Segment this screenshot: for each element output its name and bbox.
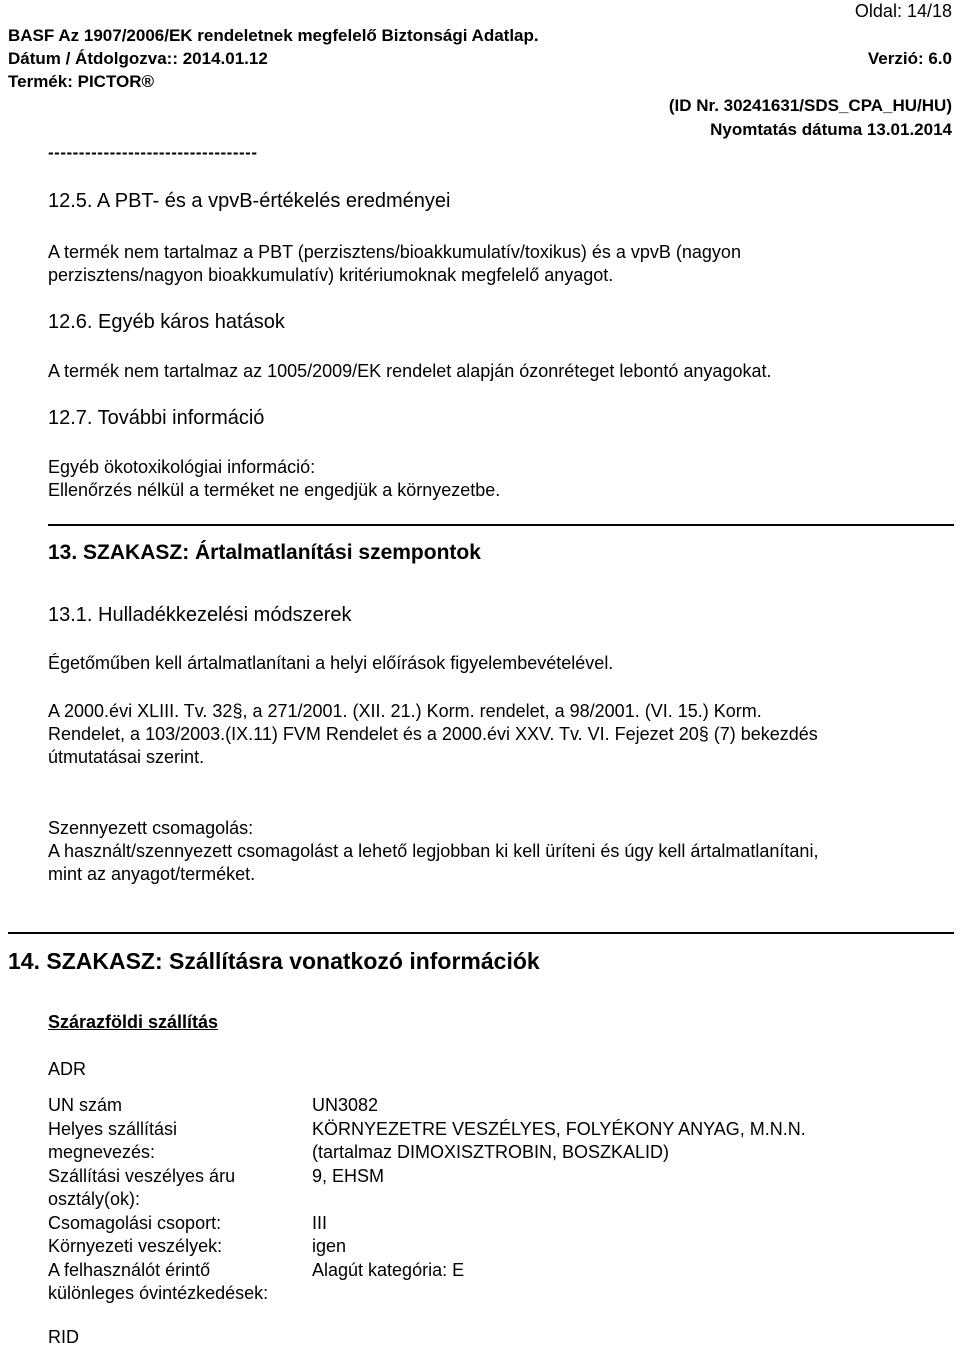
section-12-6-heading: 12.6. Egyéb káros hatások (48, 311, 285, 333)
transport-row-value: KÖRNYEZETRE VESZÉLYES, FOLYÉKONY ANYAG, M.N.N. (312, 1118, 806, 1139)
transport-row-value: igen (312, 1236, 347, 1256)
revision-date: Dátum / Átdolgozva:: 2014.01.12 (8, 49, 268, 68)
transport-row-label: osztály(ok): (48, 1189, 141, 1209)
product-name: Termék: PICTOR® (8, 72, 155, 91)
transport-row-label: Szállítási veszélyes áru (48, 1165, 236, 1186)
contaminated-packaging-label: Szennyezett csomagolás: (48, 818, 254, 838)
transport-row-label: Környezeti veszélyek: (48, 1236, 223, 1256)
disposal-text: Égetőműben kell ártalmatlanítani a helyi előírások figyelembevételével. (48, 653, 614, 673)
section-12-5-text-line: perzisztens/nagyon bioakkumulatív) kritériumoknak megfelelő anyagot. (48, 265, 614, 285)
transport-row-label: megnevezés: (48, 1142, 156, 1162)
section-13-heading: 13. SZAKASZ: Ártalmatlanítási szempontok (48, 541, 481, 564)
print-date: Nyomtatás dátuma 13.01.2014 (710, 120, 952, 139)
transport-row-value: (tartalmaz DIMOXISZTROBIN, BOSZKALID) (312, 1142, 670, 1162)
transport-row-label: Csomagolási csoport: (48, 1212, 222, 1233)
contaminated-packaging-text: A használt/szennyezett csomagolást a lehető legjobban ki kell üríteni és úgy kell ártalmatlanítani, (48, 841, 819, 861)
contaminated-packaging-text: mint az anyagot/terméket. (48, 864, 256, 884)
version: Verzió: 6.0 (867, 49, 952, 68)
header-separator: ---------------------------------- (48, 143, 258, 162)
section-12-7-text: Ellenőrzés nélkül a terméket ne engedjük a környezetbe. (48, 480, 501, 500)
transport-row-label: A felhasználót érintő (48, 1259, 211, 1280)
section-13-1-heading: 13.1. Hulladékkezelési módszerek (48, 604, 352, 626)
section-divider (8, 932, 954, 934)
section-12-5-heading: 12.5. A PBT- és a vpvB-értékelés eredményei (48, 190, 451, 212)
section-12-5-text-line: A termék nem tartalmaz a PBT (perzisztens/bioakkumulatív/toxikus) és a vpvB (nagyon (48, 242, 741, 262)
adr-label: ADR (48, 1059, 87, 1079)
section-14-heading: 14. SZAKASZ: Szállításra vonatkozó információk (8, 948, 540, 974)
transport-row-label: Helyes szállítási (48, 1118, 178, 1139)
land-transport-heading: Szárazföldi szállítás (48, 1012, 219, 1032)
transport-row-value: UN3082 (312, 1095, 379, 1115)
section-12-7-label: Egyéb ökotoxikológiai információ: (48, 457, 316, 477)
legal-reference-line: útmutatásai szerint. (48, 747, 205, 767)
page-number: Oldal: 14/18 (854, 1, 952, 21)
rid-label: RID (48, 1327, 79, 1347)
section-12-7-heading: 12.7. További információ (48, 407, 265, 429)
transport-row-value: III (312, 1212, 328, 1233)
transport-row-value: Alagút kategória: E (312, 1259, 465, 1280)
transport-row-label: UN szám (48, 1095, 123, 1115)
legal-reference-line: Rendelet, a 103/2003.(IX.11) FVM Rendelet és a 2000.évi XXV. Tv. VI. Fejezet 20§ (7) bekezdés (48, 724, 818, 744)
transport-row-value: 9, EHSM (312, 1165, 385, 1186)
section-12-6-text: A termék nem tartalmaz az 1005/2009/EK rendelet alapján ózonréteget lebontó anyagokat. (48, 361, 772, 381)
legal-reference-line: A 2000.évi XLIII. Tv. 32§, a 271/2001. (XII. 21.) Korm. rendelet, a 98/2001. (VI. 15.) Korm. (48, 701, 762, 721)
section-divider (48, 524, 954, 526)
transport-row-label: különleges óvintézkedések: (48, 1283, 269, 1303)
document-id: (ID Nr. 30241631/SDS_CPA_HU/HU) (668, 96, 952, 115)
document-title: BASF Az 1907/2006/EK rendeletnek megfelelő Biztonsági Adatlap. (8, 26, 539, 45)
